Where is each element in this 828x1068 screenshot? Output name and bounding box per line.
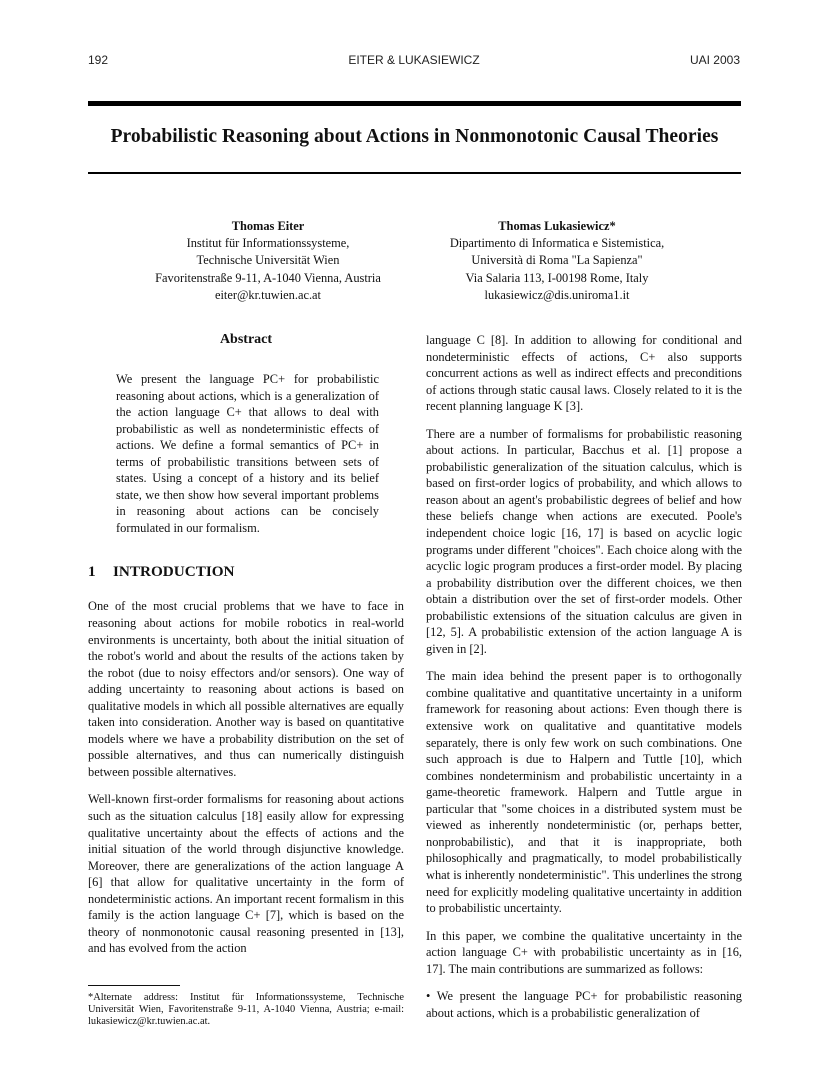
contribution-bullet: • We present the language PC+ for probabilistic reasoning about actions, which is a probabilistic generalization of: [426, 989, 742, 1020]
running-head-authors: EITER & LUKASIEWICZ: [348, 53, 480, 67]
running-head-venue: UAI 2003: [689, 53, 740, 67]
abstract-heading: Abstract: [219, 332, 273, 347]
author-affiliation: Dipartimento di Informatica e Sistemistica,: [449, 236, 665, 251]
section-heading: [88, 563, 404, 581]
abstract-body: We present the language PC+ for probabilistic reasoning about actions, which is a generalization of the action language C+ that allows to deal with probabilistic as well as nondeterministic effects of actions. We define a formal semantics of PC+ in terms of probabilistic transitions between sets of states. Using a concept of a history and its belief state, we then show how several important problems in reasoning about actions can be concisely formulated in our formalism.: [116, 372, 379, 535]
footnote: *Alternate address: Institut für Informationssysteme, Technische Universität Wien, Favoritenstraße 9-11, A-1040 Vienna, Austria; e-mail: lukasiewicz@kr.tuwien.ac.at.: [88, 991, 404, 1028]
author-block-lukasiewicz: [407, 218, 707, 304]
author-name: Thomas Lukasiewicz*: [498, 219, 616, 233]
author-email: eiter@kr.tuwien.ac.at: [214, 287, 322, 302]
paragraph: The main idea behind the present paper is to orthogonally combine qualitative and quantitative uncertainty in a uniform framework for reasoning about actions: Even though there is extensive work on qualitative and quantitative models separately, there is only few work on such combinations. One such approach is due to Halpern and Tuttle [10], which combines nondeterminism and probabilistic uncertainty in a game-theoretic framework. Halpern and Tuttle argue in particular that "some choices in a distributed system must be viewed as inherently nondeterministic (or, perhaps better, nonprobabilistic), and that it is inappropriate, both philosophically and pragmatically, to model probabilistically what is inherently nondeterministic". This underlines the strong need for explicitly modeling qualitative uncertainty in addition to probabilistic uncertainty.: [426, 669, 742, 916]
title-rule-top: [88, 101, 741, 106]
page-number: 192: [88, 53, 109, 67]
author-affiliation: Institut für Informationssysteme,: [186, 236, 350, 251]
paragraph: language C [8]. In addition to allowing for conditional and nondeterministic effects of actions, C+ also supports concurrent actions as well as indirect effects and preconditions of actions through static causal laws. Closely related to it is the recent planning language K [3].: [426, 333, 742, 414]
author-email: lukasiewicz@dis.uniroma1.it: [484, 287, 630, 302]
paragraph: In this paper, we combine the qualitative uncertainty in the action language C+ with probabilistic uncertainty as in [16, 17]. The main contributions are summarized as follows:: [426, 928, 742, 976]
right-column: [426, 332, 742, 1032]
paragraph: One of the most crucial problems that we have to face in reasoning about actions for mobile robotics in real-world environments is uncertainty, both about the initial situation of the robot's world and about the results of the actions taken by the robot (due to noisy effectors and/or sensors). One way of adding uncertainty to reasoning about actions is based on qualitative models in which all possible alternatives are equally taken into consideration. Another way is based on quantitative models where we have a probability distribution on the set of possible alternatives, and thus can numerically distinguish between possible alternatives.: [88, 599, 404, 779]
author-address: Via Salaria 113, I-00198 Rome, Italy: [465, 270, 649, 285]
title-rule-bottom: [88, 172, 741, 174]
author-address: Favoritenstraße 9-11, A-1040 Vienna, Austria: [155, 270, 381, 285]
author-block-eiter: [118, 218, 418, 304]
footnote-rule: [88, 985, 180, 986]
paragraph: There are a number of formalisms for probabilistic reasoning about actions. In particular, Bacchus et al. [1] propose a probabilistic generalization of the situation calculus, which is based on first-order logics of probability, and which allows to reason about an agent's probabilistic degrees of belief and how these beliefs change when actions are executed. Poole's independent choice logic [16, 17] is based on acyclic logic programs under different "choices". Each choice along with the acyclic logic program produces a first-order model. By placing a probability distribution over the different choices, we then obtain a distribution over the set of first-order models. Other probabilistic extensions of the situation calculus are given in [12, 5]. A probabilistic extension of the action language A is given in [2].: [426, 426, 742, 656]
author-name: Thomas Eiter: [231, 219, 305, 233]
paper-title: Probabilistic Reasoning about Actions in Nonmonotonic Causal Theories: [110, 126, 719, 147]
left-column: [88, 332, 404, 1029]
author-affiliation: Università di Roma "La Sapienza": [471, 253, 643, 268]
section-title: INTRODUCTION: [113, 563, 235, 581]
section-number: 1: [88, 563, 96, 581]
author-affiliation: Technische Universität Wien: [196, 253, 340, 268]
paragraph: Well-known first-order formalisms for reasoning about actions such as the situation calculus [18] easily allow for expressing qualitative uncertainty about the effects of actions and the initial situation of the world through disjunctive knowledge. Moreover, there are generalizations of the action language A [6] that allow for qualitative uncertainty in the form of nondeterministic actions. An important recent formalism in this family is the action language C+ [7], which is based on the theory of nonmonotonic causal reasoning presented in [13], and has evolved from the action: [88, 792, 404, 956]
